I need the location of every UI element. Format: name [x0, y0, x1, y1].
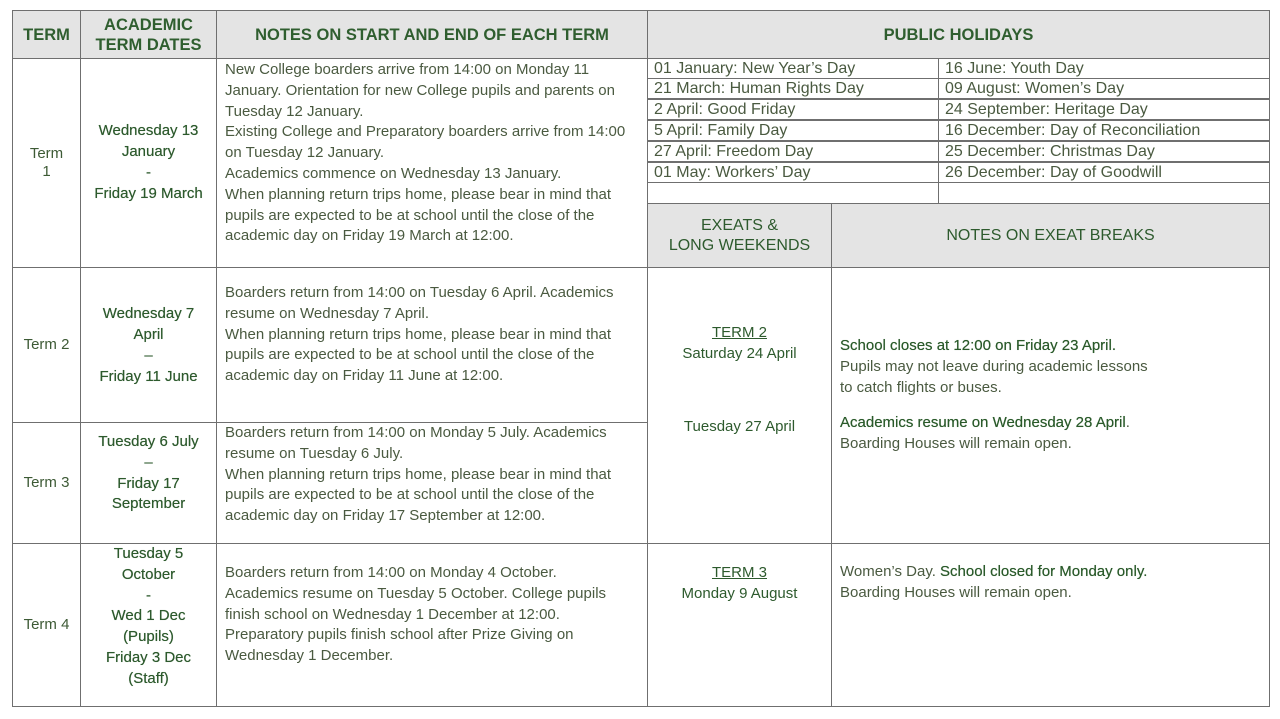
holiday-left-2	[647, 99, 939, 120]
term-4-date-line: -	[146, 586, 151, 604]
holiday-right-empty	[938, 182, 1270, 204]
term-2-label	[12, 267, 81, 423]
header-exeat-notes-text: NOTES ON EXEAT BREAKS	[946, 226, 1155, 244]
holiday-text: 01 January: New Year’s Day	[654, 60, 856, 77]
holiday-text: 2 April: Good Friday	[654, 101, 796, 118]
term-1-date-line: -	[146, 164, 151, 181]
holiday-text: 01 May: Workers’ Day	[654, 164, 811, 181]
header-exeats	[647, 203, 832, 268]
exeat-term-2-note-bold: School closes at 12:00 on Friday 23 April.	[840, 337, 1116, 354]
holiday-text: 5 April: Family Day	[654, 122, 788, 139]
header-academic-term-dates	[80, 10, 217, 59]
exeat-term-2-start: Saturday 24 April	[682, 344, 797, 362]
term-3-note-line: When planning return trips home, please bear in mind that	[225, 465, 612, 483]
term-1-note-line: Academics commence on Wednesday 13 January.	[225, 164, 562, 182]
term-1-note-line: Tuesday 12 January.	[225, 102, 364, 120]
exeat-term-2-note-resume	[840, 413, 1261, 434]
exeat-term-2-notes	[831, 267, 1270, 544]
exeat-term-3	[647, 543, 832, 707]
term-1-note-line: Existing College and Preparatory boarders arrive from 14:00	[225, 123, 626, 141]
term-1-label-line1: Term	[29, 145, 64, 162]
header-dates-line2: TERM DATES	[95, 35, 202, 54]
term-1-label	[12, 58, 81, 268]
holiday-text: 26 December: Day of Goodwill	[945, 164, 1162, 181]
exeat-term-3-title: TERM 3	[711, 564, 767, 581]
term-2-date-line: –	[144, 347, 153, 364]
term-3-note-line: pupils are expected to be at school until the close of the	[225, 486, 595, 504]
holiday-text: 24 September: Heritage Day	[945, 101, 1148, 118]
term-3-note-line: academic day on Friday 17 September at 12:00.	[225, 507, 546, 525]
term-1-date-line: Wednesday 13	[98, 122, 199, 140]
holiday-left-5	[647, 162, 939, 183]
term-2-date-line: April	[133, 326, 164, 344]
header-term-text: TERM	[23, 25, 70, 44]
exeat-term-2-end: Tuesday 27 April	[683, 417, 796, 435]
exeat-term-2-note-line: Boarding Houses will remain open.	[840, 435, 1072, 453]
header-holidays-text: PUBLIC HOLIDAYS	[883, 25, 1034, 44]
exeat-resume-period: .	[1125, 414, 1130, 432]
term-2-notes	[216, 267, 648, 423]
holiday-right-3	[938, 120, 1270, 141]
exeat-term-2-note-line: to catch flights or buses.	[840, 378, 1002, 396]
holiday-left-0	[647, 58, 939, 79]
holiday-left-empty	[647, 182, 939, 204]
exeat-term-3-note-line: Boarding Houses will remain open.	[840, 583, 1072, 601]
term-3-date-line: Tuesday 6 July	[98, 433, 199, 450]
header-notes	[216, 10, 648, 59]
term-1-note-line: When planning return trips home, please bear in mind that	[225, 185, 612, 203]
term-3-note-line: resume on Tuesday 6 July.	[225, 444, 404, 462]
term-4-date-line: Tuesday 5	[113, 545, 184, 562]
header-term	[12, 10, 81, 59]
term-4-date-line: Wed 1 Dec	[111, 607, 186, 625]
term-1-notes	[216, 58, 648, 268]
header-dates-line1: ACADEMIC	[104, 15, 193, 34]
term-3-note-line: Boarders return from 14:00 on Monday 5 July. Academics	[225, 424, 607, 441]
exeat-term-2-note-line: Pupils may not leave during academic lessons	[840, 357, 1148, 375]
header-public-holidays	[647, 10, 1270, 59]
term-2-note-line: resume on Wednesday 7 April.	[225, 304, 430, 322]
term-1-note-line: on Tuesday 12 January.	[225, 144, 384, 162]
term-4-note-line: Wednesday 1 December.	[225, 647, 394, 665]
term-4-date-line: October	[121, 565, 176, 583]
term-4-dates	[80, 543, 217, 707]
holiday-text: 16 June: Youth Day	[945, 60, 1084, 77]
exeat-term-2	[647, 267, 832, 544]
header-exeats-line1: EXEATS &	[700, 216, 779, 234]
term-4-note-line: Boarders return from 14:00 on Monday 4 October.	[225, 564, 557, 581]
term-2-dates	[80, 267, 217, 423]
term-3-dates	[80, 422, 217, 544]
term-2-date-line: Friday 11 June	[99, 367, 198, 385]
term-3-notes	[216, 422, 648, 544]
holiday-left-4	[647, 141, 939, 162]
holiday-text: 21 March: Human Rights Day	[654, 80, 864, 97]
term-2-note-line: Boarders return from 14:00 on Tuesday 6 April. Academics	[225, 284, 614, 301]
exeat-term-3-notes	[831, 543, 1270, 707]
term-2-label-text: Term 2	[23, 336, 70, 353]
exeat-note-spacer	[840, 398, 1261, 413]
term-3-date-line: –	[144, 453, 153, 471]
exeat-term-2-title: TERM 2	[711, 324, 767, 341]
holiday-text: 25 December: Christmas Day	[945, 143, 1155, 160]
term-1-note-line: January. Orientation for new College pupils and parents on	[225, 81, 615, 99]
term-4-date-line: (Pupils)	[123, 628, 174, 646]
term-4-note-line: finish school on Wednesday 1 December at 12:00.	[225, 605, 560, 623]
term-2-note-line: When planning return trips home, please bear in mind that	[225, 325, 612, 343]
holiday-right-1	[938, 78, 1270, 99]
holiday-text: 27 April: Freedom Day	[654, 143, 814, 160]
term-3-date-line: Friday 17	[117, 474, 180, 492]
header-exeat-notes	[831, 203, 1270, 268]
term-1-note-line: academic day on Friday 19 March at 12:00.	[225, 227, 514, 245]
term-1-label-line2: 1	[42, 163, 51, 180]
exeat-term-3-note-bold: School closed for Monday only.	[940, 563, 1148, 580]
term-1-dates	[80, 58, 217, 268]
term-3-date-line: September	[111, 495, 186, 513]
term-1-date-line: January	[121, 143, 176, 161]
term-1-note-line: New College boarders arrive from 14:00 on Monday 11	[225, 61, 590, 78]
term-2-date-line: Wednesday 7	[102, 305, 195, 323]
term-1-note-line: pupils are expected to be at school until the close of the	[225, 206, 595, 224]
term-4-label	[12, 543, 81, 707]
term-4-notes	[216, 543, 648, 707]
holiday-right-5	[938, 162, 1270, 183]
term-4-label-text: Term 4	[23, 616, 70, 633]
holiday-text: 09 August: Women’s Day	[945, 80, 1125, 97]
header-notes-text: NOTES ON START AND END OF EACH TERM	[255, 25, 609, 44]
exeat-resume-bold: Academics resume on Wednesday 28 April	[840, 414, 1126, 432]
term-4-note-line: Preparatory pupils finish school after Prize Giving on	[225, 626, 574, 644]
holiday-right-0	[938, 58, 1270, 79]
term-4-date-line: Friday 3 Dec	[105, 648, 192, 666]
term-2-note-line: academic day on Friday 11 June at 12:00.	[225, 367, 504, 385]
holiday-left-1	[647, 78, 939, 99]
header-exeats-line2: LONG WEEKENDS	[668, 236, 811, 254]
holiday-right-2	[938, 99, 1270, 120]
term-4-date-line: (Staff)	[128, 669, 169, 687]
term-3-label	[12, 422, 81, 544]
holiday-left-3	[647, 120, 939, 141]
term-3-label-text: Term 3	[23, 474, 70, 491]
term-4-note-line: Academics resume on Tuesday 5 October. College pupils	[225, 584, 607, 602]
term-2-note-line: pupils are expected to be at school until the close of the	[225, 346, 595, 364]
exeat-term-3-note-plain: Women’s Day.	[840, 563, 941, 580]
holiday-right-4	[938, 141, 1270, 162]
exeat-term-3-date: Monday 9 August	[681, 584, 798, 602]
exeat-term-3-note-first	[840, 562, 1261, 583]
term-1-date-line: Friday 19 March	[94, 184, 203, 202]
holiday-text: 16 December: Day of Reconciliation	[945, 122, 1201, 139]
